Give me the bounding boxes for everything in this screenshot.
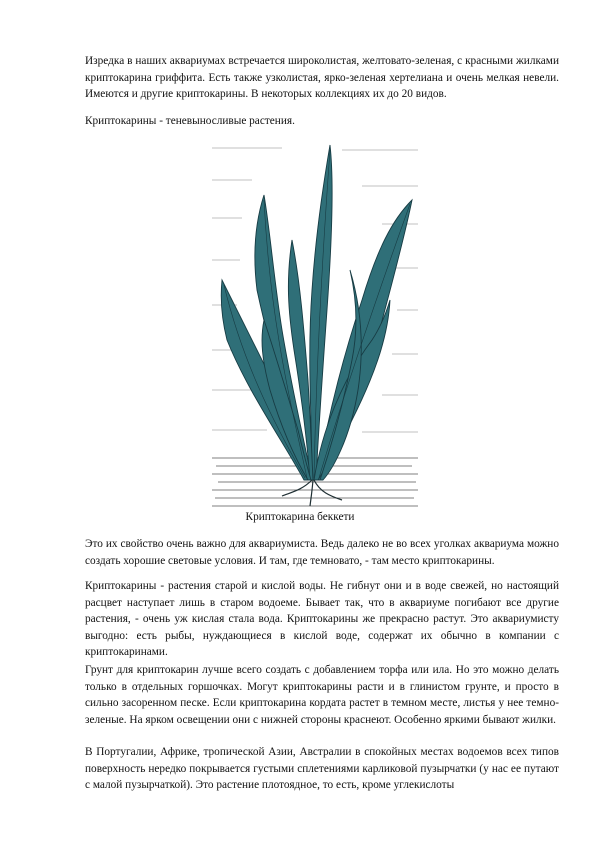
- paragraph-2: Криптокарины - теневыносливые растения.: [85, 115, 295, 127]
- figure-caption: Криптокарина беккети: [245, 511, 355, 523]
- paragraph-5: Грунт для криптокарин лучше всего создать с добавлением торфа или ила. Но это можно делать только в отдельных горшочках. Могут криптокарины расти и в глинистом грунте, и просто в сильно засоренном песке. Если криптокарина кордата растет в темном месте, листья у нее темно-зеленые. На ярком освещении они с нижней стороны краснеют. Особенно яркими бывают жилки.: [85, 664, 559, 726]
- paragraph-3: Это их свойство очень важно для аквариумиста. Ведь далеко не во всех уголках аквариума можно создать хорошие световые условия. И там, где темновато, - там место криптокарины.: [85, 538, 559, 567]
- paragraph-1: Изредка в наших аквариумах встречается широколистая, желтовато-зеленая, с красными жилками криптокарина гриффита. Есть также узколистая, ярко-зеленая хертелиана и очень мелкая невели. Имеются и другие криптокарины. В некоторых коллекциях их до 20 видов.: [85, 55, 559, 101]
- cryptocoryne-drawing: [212, 140, 418, 510]
- paragraph-4: Криптокарины - растения старой и кислой воды. Не гибнут они и в воде свежей, но настоящий расцвет наступает лишь в старом водоеме. Бывает так, что в аквариуме погибают все другие растения, - очень уж кислая стала вода. Криптокарины же прекрасно растут. Это аквариумисту выгодно: есть рыбы, нуждающиеся в кислой воде, содержат их обычно в компании с криптокаринами.: [85, 580, 559, 659]
- roots: [282, 480, 342, 506]
- plant-illustration: [212, 140, 418, 510]
- paragraph-6: В Португалии, Африке, тропической Азии, Австралии в спокойных местах водоемов всех типов поверхность нередко покрывается густыми сплетениями карликовой пузырчатки (у нас ее путают с малой пузырчаткой). Это растение плотоядное, то есть, кроме углекислоты: [85, 746, 559, 792]
